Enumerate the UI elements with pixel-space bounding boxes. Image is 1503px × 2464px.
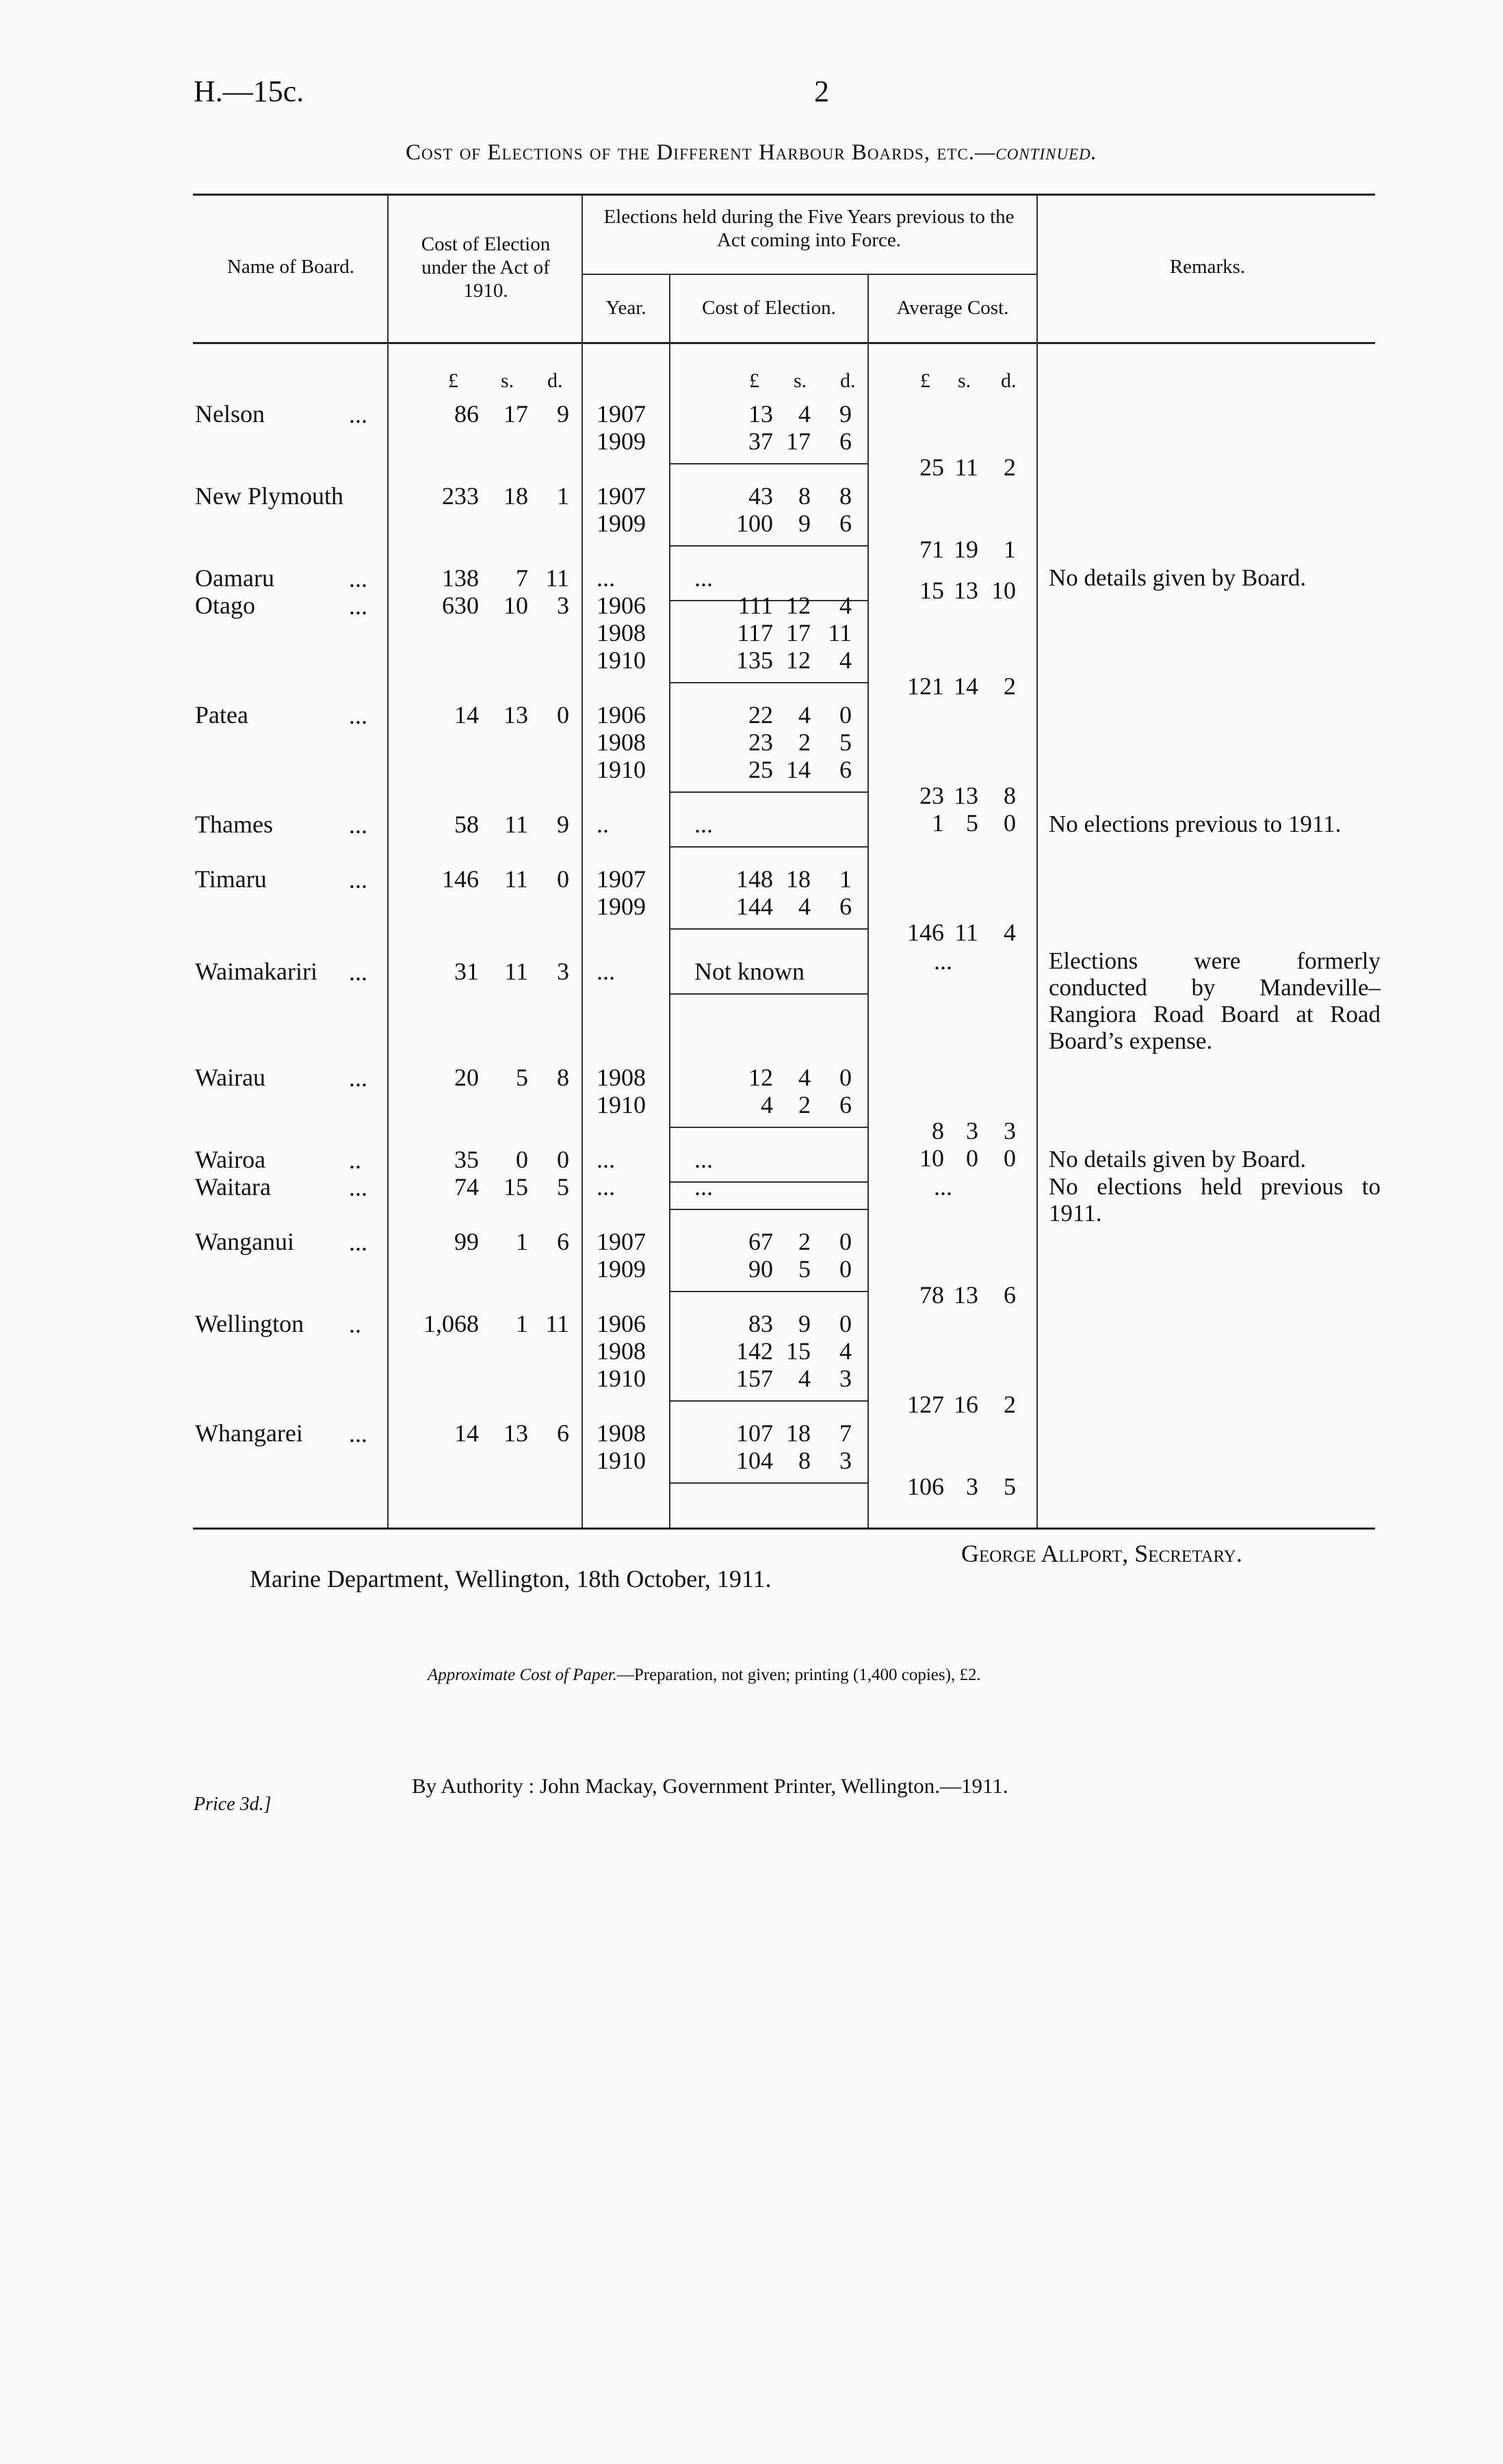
authority-line: By Authority : John Mackay, Government Printer, Wellington.—1911. bbox=[412, 1774, 1008, 1798]
title-text: Cost of Elections of the Different Harbour Boards, etc. bbox=[405, 140, 976, 165]
board-name: Waimakariri bbox=[195, 958, 318, 985]
cost-act-pounds: 86 bbox=[454, 400, 479, 428]
cost-act-shillings: 1 bbox=[516, 1310, 528, 1337]
election-cost-shillings: 12 bbox=[786, 646, 811, 674]
average-cost-note: ... bbox=[934, 947, 952, 975]
cost-act-pounds: 14 bbox=[454, 1419, 479, 1447]
document-reference: H.—15c. bbox=[194, 75, 304, 108]
cost-act-pence: 11 bbox=[545, 564, 569, 592]
leader-dots: .. bbox=[349, 1311, 361, 1338]
election-cost-pence: 0 bbox=[839, 701, 852, 729]
cost-act-shillings: 13 bbox=[504, 701, 528, 729]
election-cost-pounds: 148 bbox=[736, 865, 773, 893]
leader-dots: ... bbox=[349, 702, 367, 729]
unit-pence-act: d. bbox=[547, 369, 563, 392]
election-year: ... bbox=[597, 564, 615, 592]
header-cost-act: Cost of Election under the Act of 1910. bbox=[421, 233, 551, 302]
election-year: 1906 bbox=[597, 592, 646, 619]
election-cost-shillings: 5 bbox=[798, 1255, 811, 1283]
election-cost-pence: 4 bbox=[839, 646, 852, 674]
election-group-rule bbox=[670, 846, 867, 848]
election-year: 1909 bbox=[597, 510, 646, 537]
election-cost-pounds: 135 bbox=[736, 646, 773, 674]
board-name: Wairoa bbox=[195, 1146, 266, 1173]
average-shillings: 3 bbox=[966, 1117, 978, 1144]
unit-pound-act: £ bbox=[448, 369, 458, 392]
election-cost-pounds: 90 bbox=[748, 1255, 773, 1283]
cost-act-pounds: 630 bbox=[442, 592, 479, 619]
board-name: New Plymouth bbox=[195, 482, 344, 510]
cost-act-shillings: 17 bbox=[504, 400, 528, 428]
election-year: 1907 bbox=[597, 865, 646, 893]
election-cost-shillings: 9 bbox=[798, 510, 811, 537]
average-pounds: 25 bbox=[919, 454, 944, 481]
leader-dots: .. bbox=[349, 1146, 361, 1174]
table-bottom-rule bbox=[193, 1528, 1375, 1530]
average-pence: 2 bbox=[1004, 1391, 1016, 1418]
cost-act-shillings: 1 bbox=[516, 1228, 528, 1255]
average-pounds: 15 bbox=[919, 577, 944, 604]
cost-act-pence: 0 bbox=[557, 1146, 569, 1173]
election-cost-pounds: 100 bbox=[736, 510, 773, 537]
cost-act-pounds: 35 bbox=[454, 1146, 479, 1173]
election-cost-pounds: 107 bbox=[736, 1419, 773, 1447]
board-name: Waitara bbox=[195, 1173, 272, 1201]
cost-act-shillings: 13 bbox=[504, 1419, 528, 1447]
cost-act-shillings: 15 bbox=[504, 1173, 528, 1201]
election-year: ... bbox=[597, 1173, 615, 1201]
board-name: Thames bbox=[195, 811, 273, 838]
election-cost-pounds: 25 bbox=[748, 756, 773, 783]
election-cost-pounds: 13 bbox=[748, 400, 773, 428]
paper-cost bbox=[428, 1666, 981, 1685]
price: Price 3d.] bbox=[194, 1794, 272, 1815]
election-cost-pounds: 22 bbox=[748, 701, 773, 729]
election-cost-pounds: 104 bbox=[736, 1447, 773, 1474]
election-cost-note: ... bbox=[694, 564, 713, 592]
unit-pound-election: £ bbox=[749, 369, 759, 392]
average-pence: 0 bbox=[1004, 1144, 1016, 1172]
cost-act-pounds: 1,068 bbox=[423, 1310, 479, 1337]
election-cost-shillings: 18 bbox=[786, 1419, 811, 1447]
election-group-rule bbox=[670, 993, 867, 995]
election-cost-note: ... bbox=[694, 811, 713, 838]
election-cost-pence: 11 bbox=[828, 619, 852, 646]
cost-act-shillings: 5 bbox=[516, 1064, 528, 1091]
board-name: Whangarei bbox=[195, 1419, 303, 1447]
election-cost-pounds: 67 bbox=[748, 1228, 773, 1255]
election-cost-pounds: 111 bbox=[737, 592, 773, 619]
board-name: Patea bbox=[195, 701, 248, 729]
election-cost-shillings: 2 bbox=[798, 729, 811, 756]
cost-act-pounds: 58 bbox=[454, 811, 479, 838]
election-cost-shillings: 8 bbox=[798, 1447, 811, 1474]
cost-act-pounds: 138 bbox=[442, 564, 479, 592]
election-cost-pounds: 144 bbox=[736, 893, 773, 920]
election-year: 1907 bbox=[597, 482, 646, 510]
average-pence: 8 bbox=[1004, 782, 1016, 809]
election-cost-note: Not known bbox=[694, 958, 805, 985]
unit-pound-average: £ bbox=[920, 369, 930, 392]
leader-dots: ... bbox=[349, 592, 367, 620]
header-average: Average Cost. bbox=[896, 297, 1009, 319]
average-shillings: 13 bbox=[954, 782, 978, 809]
remark-text: Elections were formerly conducted by Mandeville–Rangiora Road Board at Road Board’s expense. bbox=[1049, 947, 1381, 1054]
election-year: 1908 bbox=[597, 1337, 646, 1365]
election-year: 1908 bbox=[597, 1064, 646, 1091]
cost-act-pence: 11 bbox=[545, 1310, 569, 1337]
average-shillings: 16 bbox=[954, 1391, 978, 1418]
election-cost-pence: 6 bbox=[839, 893, 852, 920]
election-year: 1910 bbox=[597, 756, 646, 783]
election-year: 1909 bbox=[597, 1255, 646, 1283]
election-cost-pence: 1 bbox=[839, 865, 852, 893]
remark-text: No details given by Board. bbox=[1049, 564, 1307, 591]
table-top-rule bbox=[193, 194, 1375, 196]
cost-act-shillings: 7 bbox=[516, 564, 528, 592]
election-cost-note: ... bbox=[694, 1173, 713, 1201]
election-year: 1907 bbox=[597, 1228, 646, 1255]
group-header-rule bbox=[581, 274, 1036, 275]
election-group-rule bbox=[670, 1127, 867, 1128]
election-cost-shillings: 4 bbox=[798, 1064, 811, 1091]
election-cost-shillings: 12 bbox=[786, 592, 811, 619]
election-cost-pence: 4 bbox=[839, 592, 852, 619]
election-year: 1906 bbox=[597, 1310, 646, 1337]
signature: George Allport, Secretary. bbox=[961, 1540, 1242, 1567]
average-pence: 0 bbox=[1004, 809, 1016, 837]
election-cost-shillings: 15 bbox=[786, 1337, 811, 1365]
election-year: 1908 bbox=[597, 729, 646, 756]
cost-act-shillings: 18 bbox=[504, 482, 528, 510]
col-divider-6 bbox=[387, 342, 389, 1528]
remark-text: No elections previous to 1911. bbox=[1049, 811, 1342, 837]
board-name: Otago bbox=[195, 592, 255, 619]
election-cost-shillings: 14 bbox=[786, 756, 811, 783]
election-cost-pence: 4 bbox=[839, 1337, 852, 1365]
unit-pence-average: d. bbox=[1001, 369, 1017, 392]
leader-dots: ... bbox=[349, 1174, 367, 1201]
cost-act-pounds: 233 bbox=[442, 482, 479, 510]
election-cost-pence: 0 bbox=[839, 1255, 852, 1283]
cost-act-pounds: 14 bbox=[454, 701, 479, 729]
page-number: 2 bbox=[814, 75, 829, 108]
board-name: Timaru bbox=[195, 865, 267, 893]
election-cost-pence: 9 bbox=[839, 400, 852, 428]
board-name: Wellington bbox=[195, 1310, 304, 1337]
election-year: ... bbox=[597, 958, 615, 985]
election-cost-shillings: 17 bbox=[786, 619, 811, 646]
average-pence: 2 bbox=[1004, 454, 1016, 481]
election-cost-pounds: 12 bbox=[748, 1064, 773, 1091]
election-cost-pence: 3 bbox=[839, 1365, 852, 1392]
election-cost-shillings: 4 bbox=[798, 400, 811, 428]
leader-dots: ... bbox=[349, 1064, 367, 1092]
cost-act-pence: 8 bbox=[557, 1064, 569, 1091]
average-pounds: 106 bbox=[907, 1473, 944, 1500]
election-cost-pence: 6 bbox=[839, 756, 852, 783]
cost-act-pence: 9 bbox=[557, 811, 569, 838]
leader-dots: ... bbox=[349, 1420, 367, 1447]
election-year: 1909 bbox=[597, 893, 646, 920]
col-divider-2 bbox=[581, 196, 583, 1528]
election-cost-pence: 7 bbox=[839, 1419, 852, 1447]
board-name: Wairau bbox=[195, 1064, 266, 1091]
election-cost-pence: 0 bbox=[839, 1310, 852, 1337]
cost-act-shillings: 10 bbox=[504, 592, 528, 619]
header-cost-election: Cost of Election. bbox=[702, 297, 836, 319]
election-year: 1910 bbox=[597, 1091, 646, 1118]
paper-cost-text: —Preparation, not given; printing (1,400 copies), £2. bbox=[616, 1666, 981, 1684]
cost-act-pence: 9 bbox=[557, 400, 569, 428]
election-cost-pounds: 83 bbox=[748, 1310, 773, 1337]
average-pounds: 146 bbox=[907, 919, 944, 946]
page-title bbox=[0, 140, 1503, 166]
board-name: Oamaru bbox=[195, 564, 274, 592]
election-cost-shillings: 2 bbox=[798, 1091, 811, 1118]
cost-act-pounds: 20 bbox=[454, 1064, 479, 1091]
election-cost-shillings: 4 bbox=[798, 1365, 811, 1392]
average-shillings: 0 bbox=[966, 1144, 978, 1172]
header-year: Year. bbox=[605, 297, 646, 319]
election-group-rule bbox=[670, 1209, 867, 1210]
cost-act-pounds: 99 bbox=[454, 1228, 479, 1255]
average-shillings: 5 bbox=[966, 809, 978, 837]
unit-shilling-average: s. bbox=[958, 369, 971, 392]
election-year: ... bbox=[597, 1146, 615, 1173]
board-name: Wanganui bbox=[195, 1228, 295, 1255]
election-group-rule bbox=[670, 682, 867, 683]
average-cost-note: ... bbox=[934, 1173, 952, 1201]
cost-act-pence: 0 bbox=[557, 865, 569, 893]
election-year: 1909 bbox=[597, 428, 646, 455]
average-shillings: 14 bbox=[954, 672, 978, 700]
leader-dots: ... bbox=[349, 958, 367, 986]
board-name: Nelson bbox=[195, 400, 265, 428]
cost-act-shillings: 0 bbox=[516, 1146, 528, 1173]
election-cost-shillings: 4 bbox=[798, 701, 811, 729]
remark-text: No details given by Board. bbox=[1049, 1146, 1307, 1172]
election-year: 1908 bbox=[597, 619, 646, 646]
election-group-rule bbox=[670, 1291, 867, 1292]
election-group-rule bbox=[670, 1400, 867, 1402]
cost-act-pence: 6 bbox=[557, 1419, 569, 1447]
remark-text: No elections held previous to 1911. bbox=[1049, 1173, 1381, 1227]
election-year: .. bbox=[597, 811, 609, 838]
election-cost-pence: 8 bbox=[839, 482, 852, 510]
election-group-rule bbox=[670, 545, 867, 547]
leader-dots: ... bbox=[349, 811, 367, 839]
cost-act-shillings: 11 bbox=[504, 865, 528, 893]
col-divider-5 bbox=[1036, 196, 1038, 1528]
election-year: 1910 bbox=[597, 1447, 646, 1474]
election-cost-pounds: 117 bbox=[737, 619, 773, 646]
election-cost-shillings: 9 bbox=[798, 1310, 811, 1337]
election-cost-shillings: 18 bbox=[786, 865, 811, 893]
election-cost-shillings: 4 bbox=[798, 893, 811, 920]
cost-act-pounds: 31 bbox=[454, 958, 479, 985]
election-cost-pounds: 43 bbox=[748, 482, 773, 510]
average-pounds: 121 bbox=[907, 672, 944, 700]
election-group-rule bbox=[670, 1482, 867, 1484]
cost-act-pounds: 74 bbox=[454, 1173, 479, 1201]
average-pounds: 8 bbox=[932, 1117, 944, 1144]
cost-act-pence: 1 bbox=[557, 482, 569, 510]
average-pence: 5 bbox=[1004, 1473, 1016, 1500]
election-cost-shillings: 2 bbox=[798, 1228, 811, 1255]
election-cost-pounds: 157 bbox=[736, 1365, 773, 1392]
election-cost-pence: 5 bbox=[839, 729, 852, 756]
average-shillings: 11 bbox=[954, 454, 978, 481]
election-cost-pence: 0 bbox=[839, 1228, 852, 1255]
title-continued: —continued. bbox=[975, 140, 1097, 165]
col-divider-1 bbox=[387, 196, 389, 342]
cost-act-shillings: 11 bbox=[504, 958, 528, 985]
election-cost-pence: 0 bbox=[839, 1064, 852, 1091]
election-cost-note: ... bbox=[694, 1146, 713, 1173]
election-year: 1910 bbox=[597, 1365, 646, 1392]
election-year: 1910 bbox=[597, 646, 646, 674]
cost-act-pence: 0 bbox=[557, 701, 569, 729]
election-cost-pounds: 4 bbox=[761, 1091, 773, 1118]
election-cost-pounds: 37 bbox=[748, 428, 773, 455]
election-cost-shillings: 17 bbox=[786, 428, 811, 455]
election-group-rule bbox=[670, 928, 867, 930]
average-pence: 3 bbox=[1004, 1117, 1016, 1144]
average-pounds: 1 bbox=[932, 809, 944, 837]
cost-act-pence: 5 bbox=[557, 1173, 569, 1201]
election-cost-pence: 3 bbox=[839, 1447, 852, 1474]
average-shillings: 11 bbox=[954, 919, 978, 946]
header-remarks: Remarks. bbox=[1169, 256, 1246, 278]
unit-shilling-act: s. bbox=[501, 369, 514, 392]
leader-dots: ... bbox=[349, 1229, 367, 1256]
paper-cost-label: Approximate Cost of Paper. bbox=[428, 1666, 617, 1684]
header-bottom-rule bbox=[193, 342, 1375, 344]
average-pounds: 127 bbox=[907, 1391, 944, 1418]
election-year: 1907 bbox=[597, 400, 646, 428]
cost-act-pence: 3 bbox=[557, 958, 569, 985]
election-cost-pounds: 142 bbox=[736, 1337, 773, 1365]
average-pence: 2 bbox=[1004, 672, 1016, 700]
average-pence: 4 bbox=[1004, 919, 1016, 946]
header-name: Name of Board. bbox=[226, 256, 355, 278]
election-year: 1908 bbox=[597, 1419, 646, 1447]
header-previous-group: Elections held during the Five Years previous to the Act coming into Force. bbox=[603, 206, 1015, 251]
cost-act-pounds: 146 bbox=[442, 865, 479, 893]
election-cost-pence: 6 bbox=[839, 428, 852, 455]
unit-pence-election: d. bbox=[840, 369, 856, 392]
election-group-rule bbox=[670, 791, 867, 793]
average-pence: 6 bbox=[1004, 1281, 1016, 1309]
leader-dots: ... bbox=[349, 866, 367, 893]
average-shillings: 3 bbox=[966, 1473, 978, 1500]
cost-act-pence: 6 bbox=[557, 1228, 569, 1255]
average-pence: 10 bbox=[991, 577, 1016, 604]
cost-act-shillings: 11 bbox=[504, 811, 528, 838]
election-cost-shillings: 8 bbox=[798, 482, 811, 510]
unit-shilling-election: s. bbox=[794, 369, 807, 392]
election-cost-pence: 6 bbox=[839, 1091, 852, 1118]
election-cost-pounds: 23 bbox=[748, 729, 773, 756]
average-shillings: 19 bbox=[954, 536, 978, 563]
election-cost-pence: 6 bbox=[839, 510, 852, 537]
election-year: 1906 bbox=[597, 701, 646, 729]
average-pounds: 78 bbox=[919, 1281, 944, 1309]
leader-dots: ... bbox=[349, 565, 367, 592]
average-pounds: 23 bbox=[919, 782, 944, 809]
average-shillings: 13 bbox=[954, 1281, 978, 1309]
average-pence: 1 bbox=[1004, 536, 1016, 563]
col-divider-4 bbox=[867, 275, 869, 1528]
leader-dots: ... bbox=[349, 401, 367, 428]
cost-act-pence: 3 bbox=[557, 592, 569, 619]
election-group-rule bbox=[670, 463, 867, 464]
department-line: Marine Department, Wellington, 18th October, 1911. bbox=[250, 1565, 772, 1593]
average-pounds: 10 bbox=[919, 1144, 944, 1172]
average-pounds: 71 bbox=[919, 536, 944, 563]
average-shillings: 13 bbox=[954, 577, 978, 604]
